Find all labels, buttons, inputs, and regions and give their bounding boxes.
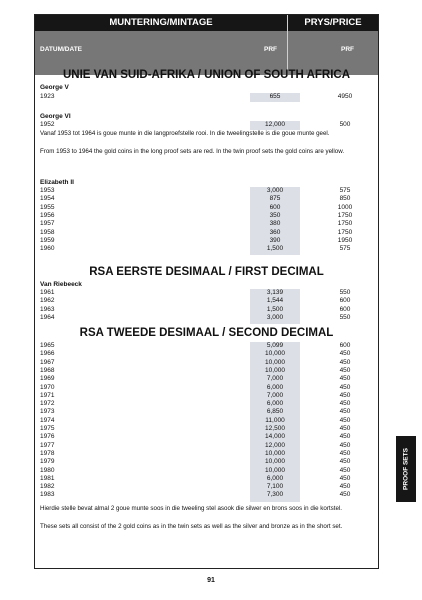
proof-sets-side-tab [396, 436, 416, 502]
mintage-cell: 14,000 [265, 433, 285, 441]
table-row [35, 237, 378, 245]
price-cell: 575 [339, 187, 351, 194]
year-cell: 1967 [40, 358, 55, 366]
mintage-cell: 655 [269, 93, 281, 100]
price-cell: 450 [339, 425, 351, 432]
table-row [35, 392, 378, 400]
price-cell: 575 [339, 245, 351, 253]
mintage-cell: 1,500 [266, 305, 284, 313]
price-cell: 450 [339, 400, 351, 408]
mintage-cell: 360 [269, 228, 281, 236]
year-cell: 1960 [40, 245, 55, 253]
union-section-title: UNIE VAN SUID-AFRIKA / UNION OF SOUTH AFRICA [62, 69, 351, 81]
year-cell: 1966 [40, 350, 55, 358]
year-cell: 1953 [40, 187, 55, 194]
price-cell: 450 [339, 449, 351, 457]
price-cell: 450 [339, 491, 351, 499]
table-row [35, 342, 378, 350]
year-cell: 1923 [40, 93, 55, 100]
gold-color-note-english: From 1953 to 1964 the gold coins in the long proof sets are red. In the twin proof sets the gold coins are yellow. [40, 148, 345, 155]
year-cell: 1961 [40, 289, 55, 296]
year-cell: 1952 [40, 121, 55, 128]
price-cell: 450 [339, 483, 351, 491]
table-row [35, 121, 378, 129]
year-cell: 1979 [40, 458, 55, 466]
year-cell: 1964 [40, 313, 55, 321]
mintage-cell: 10,000 [265, 350, 285, 358]
year-cell: 1973 [40, 408, 55, 416]
mintage-cell: 3,000 [266, 313, 284, 321]
mintage-cell: 10,000 [265, 358, 285, 366]
mintage-prf-header: PRF [264, 46, 277, 53]
contents-note-english: These sets all consist of the 2 gold coins as in the twin sets as well as the silver and bronze as in the short set. [40, 523, 343, 530]
table-row [35, 433, 378, 441]
mintage-cell: 7,000 [266, 375, 284, 383]
mintage-cell: 12,500 [265, 425, 285, 432]
table-row [35, 384, 378, 392]
year-cell: 1975 [40, 425, 55, 432]
price-cell: 1750 [337, 228, 353, 236]
price-cell: 1000 [337, 203, 353, 211]
mintage-cell: 3,139 [266, 289, 284, 296]
price-cell: 1750 [337, 211, 353, 219]
year-cell: 1978 [40, 449, 55, 457]
page-number: 91 [207, 577, 215, 584]
price-header: PRYS/PRICE [304, 17, 362, 28]
table-row [35, 450, 378, 458]
year-cell: 1972 [40, 400, 55, 408]
first-decimal-title: RSA EERSTE DESIMAAL / FIRST DECIMAL [89, 266, 324, 278]
george-v-heading: George V [40, 84, 69, 91]
table-row [35, 458, 378, 466]
george-vi-heading: George VI [40, 113, 71, 120]
year-cell: 1962 [40, 297, 55, 305]
price-cell: 850 [339, 195, 351, 203]
table-row [35, 289, 378, 297]
table-row [35, 306, 378, 314]
price-cell: 450 [339, 433, 351, 441]
price-cell: 4950 [337, 93, 353, 100]
price-cell: 600 [339, 297, 351, 305]
year-cell: 1959 [40, 236, 55, 244]
year-cell: 1963 [40, 305, 55, 313]
mintage-cell: 10,000 [265, 366, 285, 374]
elizabeth-heading: Elizabeth II [40, 179, 74, 186]
price-table-page [34, 14, 379, 569]
year-cell: 1977 [40, 441, 55, 449]
price-cell: 450 [339, 358, 351, 366]
year-cell: 1969 [40, 375, 55, 383]
year-cell: 1982 [40, 483, 55, 491]
year-cell: 1958 [40, 228, 55, 236]
mintage-cell: 390 [269, 236, 281, 244]
price-cell: 450 [339, 408, 351, 416]
year-cell: 1974 [40, 416, 55, 424]
price-cell: 450 [339, 458, 351, 466]
mintage-cell: 5,099 [266, 342, 284, 349]
price-cell: 450 [339, 441, 351, 449]
price-cell: 450 [339, 350, 351, 358]
price-cell: 450 [339, 391, 351, 399]
year-cell: 1971 [40, 391, 55, 399]
mintage-cell: 7,000 [266, 391, 284, 399]
mintage-cell: 12,000 [265, 121, 285, 128]
mintage-cell: 7,300 [266, 491, 284, 499]
mintage-cell: 10,000 [265, 466, 285, 474]
mintage-cell: 6,000 [266, 383, 284, 391]
table-row [35, 229, 378, 237]
proof-sets-tab-label: PROOF SETS [402, 448, 410, 490]
price-cell: 450 [339, 474, 351, 482]
price-cell: 450 [339, 416, 351, 424]
mintage-cell: 1,500 [266, 245, 284, 253]
year-cell: 1955 [40, 203, 55, 211]
table-row [35, 245, 378, 253]
mintage-cell: 3,000 [266, 187, 284, 194]
table-row [35, 204, 378, 212]
year-cell: 1957 [40, 220, 55, 228]
second-decimal-title: RSA TWEEDE DESIMAAL / SECOND DECIMAL [79, 327, 334, 339]
table-row [35, 314, 378, 322]
table-row [35, 475, 378, 483]
table-row [35, 367, 378, 375]
price-cell: 1750 [337, 220, 353, 228]
table-row [35, 417, 378, 425]
year-cell: 1954 [40, 195, 55, 203]
table-row [35, 442, 378, 450]
table-row [35, 491, 378, 499]
mintage-header: MUNTERING/MINTAGE [109, 17, 213, 28]
mintage-cell: 12,000 [265, 441, 285, 449]
mintage-cell: 7,100 [266, 483, 284, 491]
mintage-cell: 10,000 [265, 458, 285, 466]
price-cell: 450 [339, 383, 351, 391]
mintage-cell: 10,000 [265, 449, 285, 457]
mintage-cell: 11,000 [265, 416, 285, 424]
header-bar [35, 15, 378, 31]
price-cell: 450 [339, 366, 351, 374]
price-cell: 1950 [337, 236, 353, 244]
date-column-header: DATUM/DATE [40, 46, 83, 53]
table-row [35, 187, 378, 195]
year-cell: 1970 [40, 383, 55, 391]
year-cell: 1981 [40, 474, 55, 482]
price-cell: 600 [339, 342, 351, 349]
gold-color-note-afrikaans: Vanaf 1953 tot 1964 is goue munte in die langproefstelle rooi. In die tweelingstelle is die goue munte geel. [40, 130, 330, 137]
price-cell: 450 [339, 466, 351, 474]
mintage-cell: 875 [269, 195, 281, 203]
mintage-cell: 600 [269, 203, 281, 211]
table-row [35, 350, 378, 358]
table-row [35, 400, 378, 408]
year-cell: 1983 [40, 491, 55, 499]
table-row [35, 375, 378, 383]
table-row [35, 212, 378, 220]
price-cell: 550 [339, 289, 351, 296]
mintage-cell: 6,850 [266, 408, 284, 416]
table-row [35, 425, 378, 433]
price-cell: 500 [339, 121, 351, 128]
price-cell: 450 [339, 375, 351, 383]
mintage-cell: 6,000 [266, 474, 284, 482]
year-cell: 1956 [40, 211, 55, 219]
table-row [35, 467, 378, 475]
year-cell: 1965 [40, 342, 55, 349]
table-row [35, 408, 378, 416]
table-row [35, 297, 378, 305]
table-row [35, 220, 378, 228]
year-cell: 1976 [40, 433, 55, 441]
mintage-cell: 6,000 [266, 400, 284, 408]
table-row [35, 359, 378, 367]
year-cell: 1980 [40, 466, 55, 474]
mintage-cell: 350 [269, 211, 281, 219]
year-cell: 1968 [40, 366, 55, 374]
table-row [35, 195, 378, 203]
contents-note-afrikaans: Hierdie stelle bevat almal 2 goue munte soos in die tweeling stel asook die silwer en brons soos in die kortstel. [40, 505, 342, 512]
table-row [35, 483, 378, 491]
mintage-cell: 380 [269, 220, 281, 228]
table-row [35, 93, 378, 101]
price-cell: 600 [339, 305, 351, 313]
price-cell: 550 [339, 313, 351, 321]
van-riebeeck-heading: Van Riebeeck [40, 281, 82, 288]
mintage-cell: 1,544 [266, 297, 284, 305]
price-prf-header: PRF [341, 46, 354, 53]
